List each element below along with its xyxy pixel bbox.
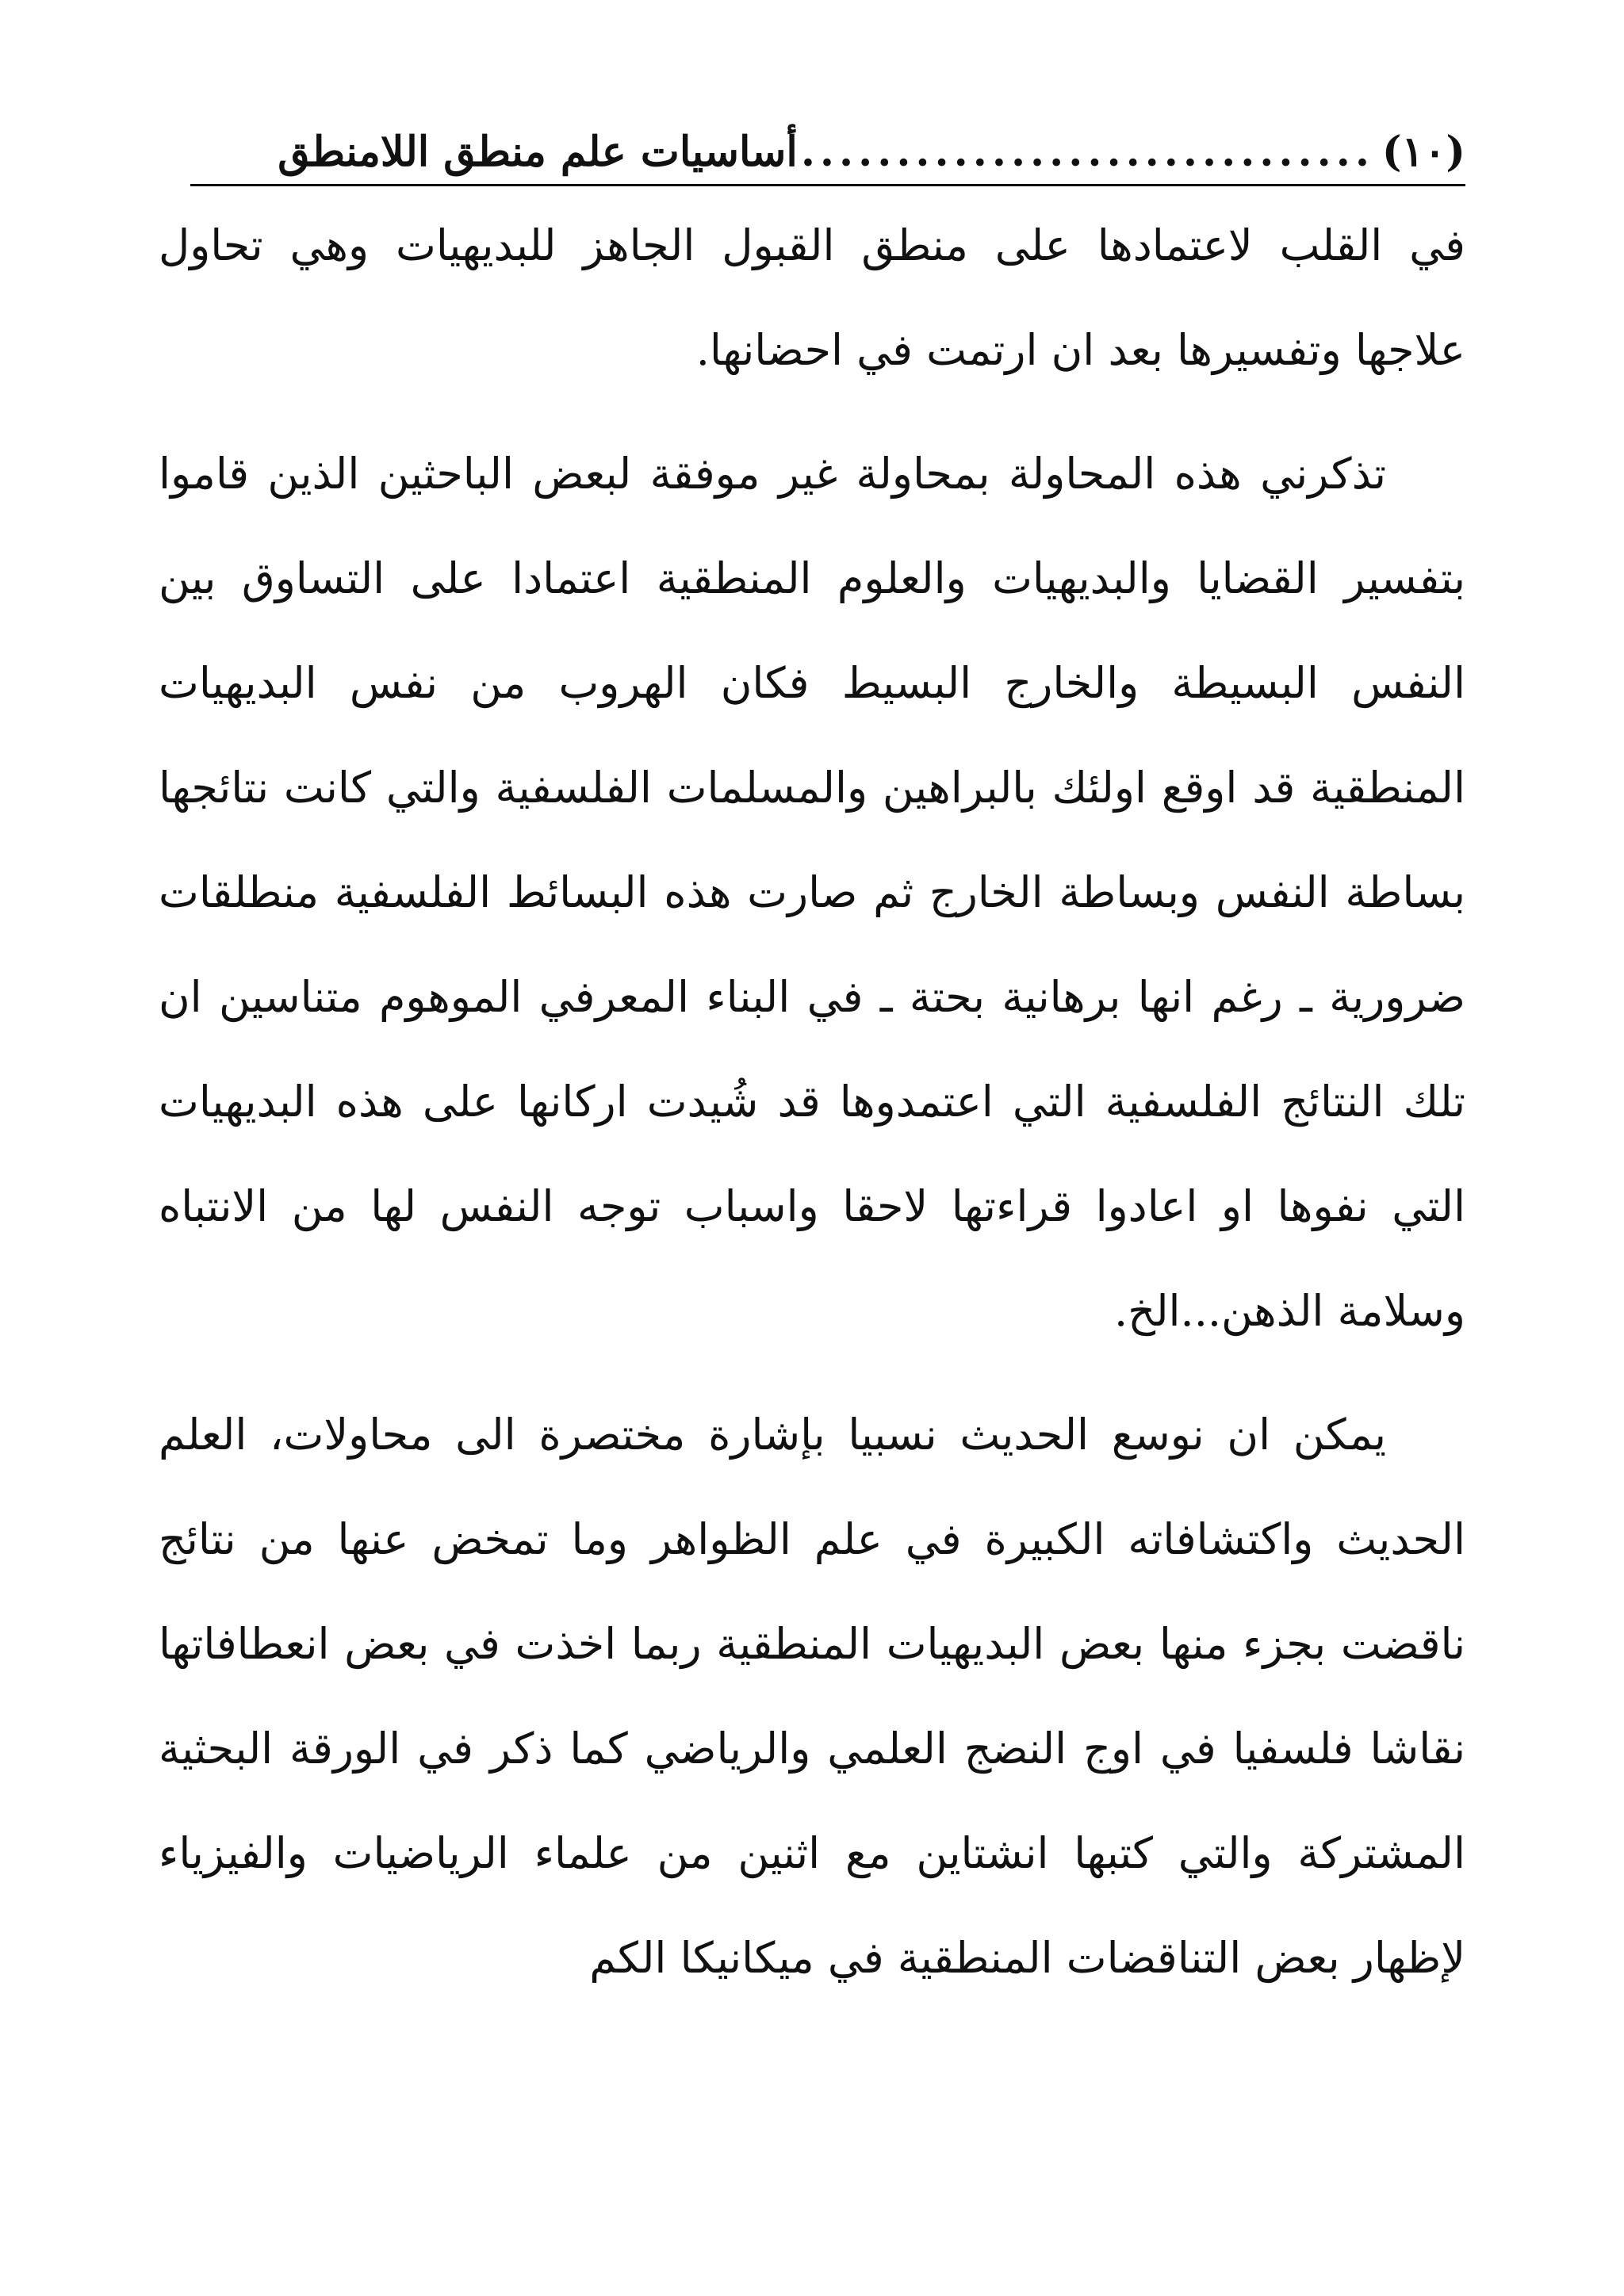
book-title: أساسيات علم منطق اللامنطق [278, 128, 798, 176]
page-number: (١٠) [1381, 128, 1465, 176]
paragraph: تذكرني هذه المحاولة بمحاولة غير موفقة لبعض الباحثين الذين قاموا بتفسير القضايا والبديهيات والعلوم المنطقية اعتمادا على التساوق بين النفس البسيطة والخارج البسيط فكان الهروب من نفس البديهيات المنطقية قد اوقع اولئك بالبراهين والمسلمات الفلسفية والتي كانت نتائجها بساطة النفس وبساطة الخارج ثم صارت هذه البسائط الفلسفية منطلقات ضرورية ـ رغم انها برهانية بحتة ـ في البناء المعرفي الموهوم متناسين ان تلك النتائج الفلسفية التي اعتمدوها قد شُيدت اركانها على هذه البديهيات التي نفوها او اعادوا قراءتها لاحقا واسباب توجه النفس لها من الانتباه وسلامة الذهن...الخ. [159, 449, 1465, 1336]
running-header [190, 111, 1465, 186]
paragraph: يمكن ان نوسع الحديث نسبيا بإشارة مختصرة الى محاولات، العلم الحديث واكتشافاته الكبيرة في علم الظواهر وما تمخض عنها من نتائج ناقضت بجزء منها بعض البديهيات المنطقية ربما اخذت في بعض انعطافاتها نقاشا فلسفيا في اوج النضج العلمي والرياضي كما ذكر في الورقة البحثية المشتركة والتي كتبها انشتاين مع اثنين من علماء الرياضيات والفيزياء لإظهار بعض التناقضات المنطقية في ميكانيكا الكم [159, 1410, 1465, 1983]
header-leader-dots: .............................. [800, 128, 1374, 176]
paragraph-continued: في القلب لاعتمادها على منطق القبول الجاهز للبديهيات وهي تحاول علاجها وتفسيرها بعد ان ارتمت في احضانها. [159, 220, 1465, 375]
page-body [159, 193, 1465, 2030]
